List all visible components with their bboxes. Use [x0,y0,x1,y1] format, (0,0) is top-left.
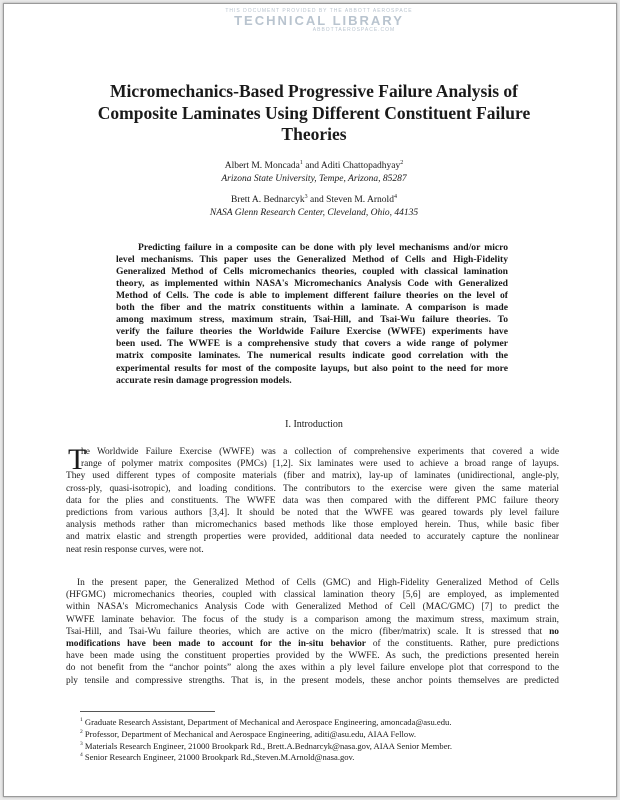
affiliation: Arizona State University, Tempe, Arizona, 85287 [221,174,407,184]
watermark-line2: TECHNICAL LIBRARY [234,13,404,28]
author-name: Albert M. Moncada [224,161,300,171]
watermark-line1: THIS DOCUMENT PROVIDED BY THE ABBOTT AEROSPACE [225,8,413,14]
abstract-line: level mechanisms. This paper uses the Generalized Method of Cells and High-Fidelity [116,254,508,266]
text-run: In the present paper, the Generalized Method of Cells (GMC) and High-Fidelity Generalized Method of Cells [77,578,559,588]
footnote-number: 1 [80,717,83,723]
paragraph-line [66,601,559,614]
footnote-text: Materials Research Engineer, 21000 Brookpark Rd., Brett.A.Bednarcyk@nasa.gov, AIAA Senior Member. [82,740,453,751]
text-run: Tsai-Hill, and Tsai-Wu failure theories, which are active on the micro (fiber/matrix) scale. It is stressed that [66,626,550,637]
affiliation: NASA Glenn Research Center, Cleveland, Ohio, 44135 [209,208,419,218]
paper-page [3,3,617,797]
paragraph-line: he Worldwide Failure Exercise (WWFE) was a collection of comprehensive experiments that covered a wide [81,447,559,457]
abstract-line: Predicting failure in a composite can be done with ply level mechanisms and/or micro [138,242,508,253]
watermark-logo [204,8,434,44]
paragraph-line: range of polymer matrix composites (PMCs) [1,2]. Six laminates were used to achieve a broad range of layups. [81,459,559,470]
title-line: Composite Laminates Using Different Constituent Failure [97,102,531,123]
abstract-line: among maximum stress, maximum strain, Tsai-Hill, and Tsai-Wu failure theories. To [116,314,508,326]
paragraph-line [66,650,559,663]
footnote [80,752,354,762]
footnote-text: Professor, Department of Mechanical and Aerospace Engineering, aditi@asu.edu, AIAA Fellow. [82,728,416,739]
abstract-line: Method of Cells. The code is able to implement different failure theories on the level of [116,290,508,302]
footnote-mark: 2 [400,160,404,166]
author-name: and Steven M. Arnold [307,195,394,205]
text-run: within NASA's Micromechanics Analysis Code with Generalized Method of Cell (MAC/GMC) [7] to predict the [66,602,559,613]
author-block-1 [64,160,564,186]
footnote-number: 4 [80,752,83,759]
paragraph-line: cross-ply, quasi-isotropic), and loading conditions. The contributors to the exercise were given the same material [66,483,559,494]
emphasis-text: modifications have been made to account for the in-situ behavior [66,639,366,649]
text-run: ply tensile and compressive strengths. That is, in the present models, these anchor points themselves are predicted [66,675,559,686]
paragraph-line: and matrix elastic and strength properties were provided, additional data needed to accurately capture the nonlinear [66,532,559,543]
paragraph-line: They used different types of composite materials (fiber and matrix), lay-up of laminates (unidirectional, angle-ply, [66,471,559,482]
paper-title [64,81,564,146]
footnote [80,717,451,727]
author-block-2 [64,194,564,220]
abstract-line: accurate resin damage progression models. [116,374,292,386]
title-line: Theories [281,124,347,144]
title-line: Micromechanics-Based Progressive Failure Analysis of [110,81,518,101]
text-run: have been made using the constituent properties provided by the WWFE. As such, the predictions presented herein [66,651,559,662]
paragraph-line [66,626,559,639]
paragraph-line: predictions from various authors [3,4]. It should be noted that the WWFE was geared towards ply level failure [66,508,559,518]
footnote [80,741,452,751]
paragraph-line [77,577,559,590]
text-run: WWFE laminate behavior. The focus of the study is a comparison among the maximum stress, maximum strain, [66,614,559,625]
drop-cap: T [68,443,87,476]
text-run: of the constituents. Rather, pure predictions [365,639,559,649]
abstract-line: experimental results for most of the composite layups, but also point to the need for more [116,362,508,374]
footnote-text: Senior Research Engineer, 21000 Brookpark Rd.,Steven.M.Arnold@nasa.gov. [82,752,355,763]
paragraph-line [66,675,559,688]
footnote-text: Graduate Research Assistant, Department of Mechanical and Aerospace Engineering, amoncada@asu.edu. [82,717,452,727]
paragraph-line [66,662,559,675]
abstract-line: both the fiber and the matrix constituents within a laminate. A comparison is made [116,302,508,314]
footnote-number: 2 [80,728,83,735]
author-name: Brett A. Bednarcyk [231,195,305,205]
abstract-line: matrix composite laminates. The numerical results indicate good correlation with the [116,350,508,362]
author-names [64,160,564,173]
author-name: and Aditi Chattopadhyay [302,161,401,171]
author-names [64,194,564,207]
footnote-mark: 1 [299,160,303,166]
footnote-mark: 4 [393,194,397,200]
abstract-line: been used. The WWFE is a comprehensive study that covers a wide range of polymer [116,338,508,350]
footnote-rule [80,711,215,712]
section-heading: I. Introduction [285,419,343,430]
text-run: (HFGMC) micromechanics theories, coupled with classical lamination theory [5,6] are employed, as implemented [66,590,559,601]
paragraph-line: neat resin response curves, were not. [66,544,204,555]
paragraph-line: data for the plies and constituents. The WWFE data was then compared with the different PMC failure theory [66,495,559,506]
text-run: do not benefit from the “anchor points” along the axes within a ply level failure envelope plot that correspond to the [66,663,559,674]
paragraph-line [66,638,559,651]
footnote [80,729,416,739]
paragraph-line [66,589,559,602]
watermark-line3: ABBOTTAEROSPACE.COM [312,27,396,33]
abstract-line: verify the failure theories the Worldwide Failure Exercise (WWFE) experiments have [116,326,508,338]
abstract-line: Generalized Method of Cells micromechanics theories, coupled with classical lamination [116,266,508,278]
footnote-number: 3 [80,740,83,747]
emphasis-text: no [549,626,559,637]
footnote-mark: 3 [304,194,308,200]
abstract-line: theory, as implemented within NASA's Micromechanics Analysis Code with Generalized [116,278,508,290]
paragraph-line [66,614,559,627]
paragraph-line: analysis methods rather than micromechanics based methods like those employed herein. Thus, while basic fiber [66,520,559,531]
